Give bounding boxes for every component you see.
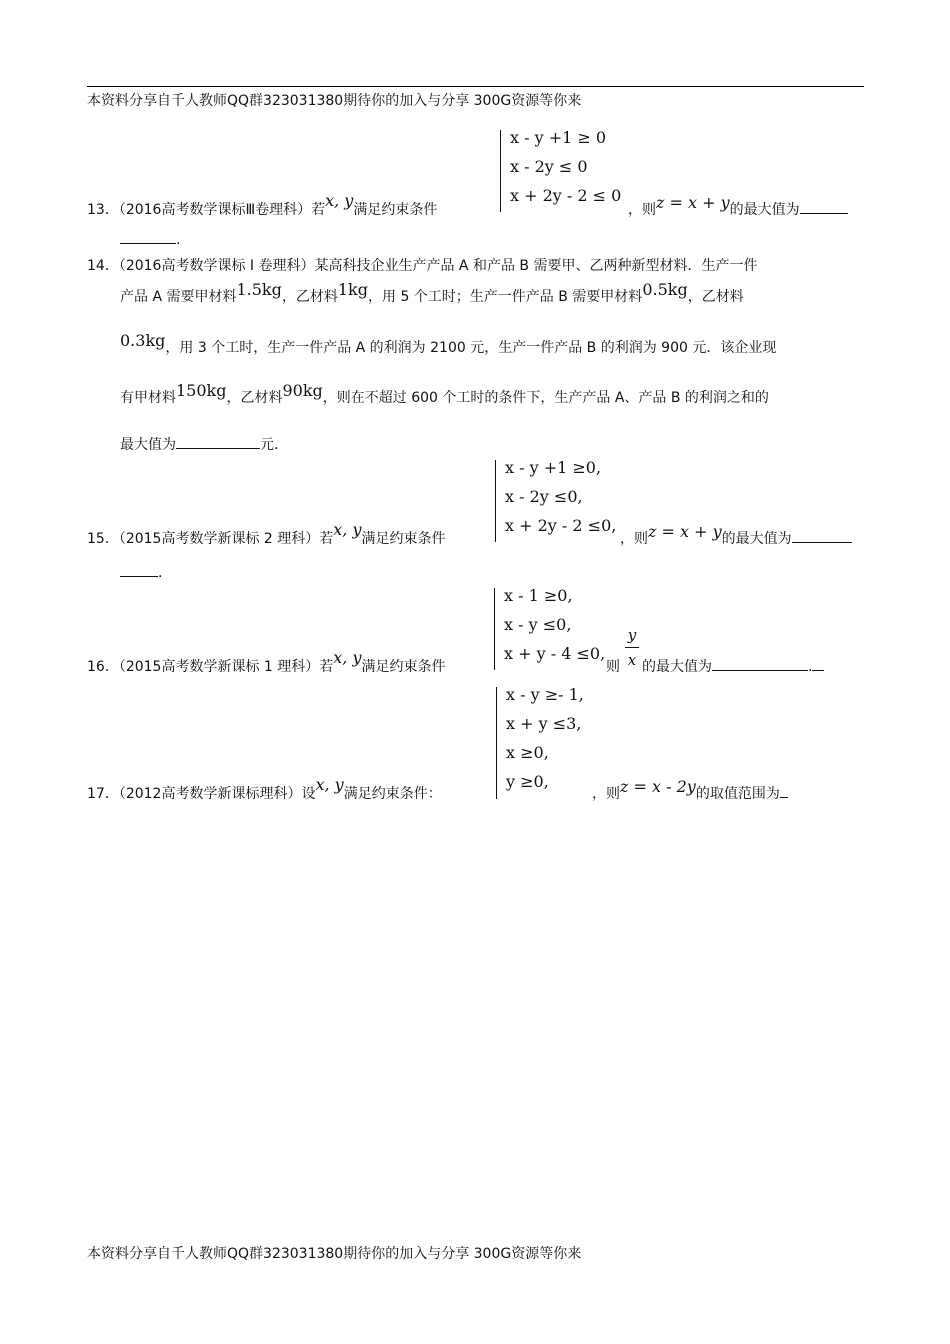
q17-cond: 满足约束条件： [343, 786, 442, 802]
q16-cond: 满足约束条件 [361, 659, 446, 675]
q14-line-2 [120, 280, 744, 306]
q14-amount-5: 150kg [176, 381, 227, 400]
q16-constraint-2: x - y ≤0, [504, 615, 572, 634]
q14-amount-1: 1.5kg [236, 280, 282, 299]
q14-line-1 [87, 255, 757, 275]
q16-number: 16． [87, 659, 119, 675]
q14-amount-3: 0.5kg [642, 280, 688, 299]
q14-text-4a: 有甲材料 [120, 390, 176, 406]
q13-line-c [120, 229, 180, 248]
q15-number: 15． [87, 531, 119, 547]
q16-frac-denominator: x [627, 651, 637, 669]
q14-line-5 [120, 434, 288, 454]
q14-amount-2: 1kg [337, 280, 368, 299]
q14-text-2b: ，乙材料 [281, 289, 338, 305]
q17-constraint-system [496, 683, 606, 803]
q16-vars: x, y [333, 648, 362, 667]
q16-answer-blank[interactable] [712, 656, 808, 671]
q13-constraint-2: x - 2y ≤ 0 [510, 157, 588, 176]
q14-text-1: （2016高考数学课标 I 卷理科）某高科技企业生产产品 A 和产品 B 需要甲、乙两种新型材料．生产一件 [118, 258, 758, 274]
q15-cond: 满足约束条件 [361, 531, 446, 547]
q15-constraint-system [495, 456, 635, 546]
q17-source: （2012高考数学新课标理科）设 [118, 786, 316, 802]
q15-source: （2015高考数学新课标 2 理科）若 [118, 531, 334, 547]
q16-ask: 的最大值为 [642, 659, 712, 675]
q14-amount-6: 90kg [282, 381, 323, 400]
q14-text-3: ，用 3 个工时，生产一件产品 A 的利润为 2100 元，生产一件产品 B 的利润为 900 元．该企业现 [165, 340, 777, 356]
q16-end: . [808, 659, 813, 675]
q14-text-2d: ，乙材料 [687, 289, 744, 305]
q15-line-b [620, 522, 852, 548]
q15-answer-blank-cont[interactable] [120, 562, 158, 577]
q13-constraint-3: x + 2y - 2 ≤ 0 [510, 186, 622, 205]
q13-expr: z = x + y [656, 193, 730, 212]
q16-frac-numerator: y [627, 626, 637, 644]
q14-number: 14． [87, 258, 119, 274]
q13-constraint-1: x - y +1 ≥ 0 [510, 128, 607, 147]
header-rule [87, 86, 864, 87]
q15-constraint-2: x - 2y ≤0, [505, 487, 583, 506]
q13-end: . [176, 232, 181, 248]
q13-vars: x, y [325, 191, 354, 210]
q17-vars: x, y [315, 775, 344, 794]
q16-then: 则 [606, 659, 620, 675]
q14-text-5a: 最大值为 [120, 437, 176, 453]
q16-fraction [625, 626, 639, 669]
q17-expr: z = x - 2y [620, 777, 696, 796]
q15-constraint-3: x + 2y - 2 ≤0, [505, 516, 617, 535]
q14-text-5b: 元． [260, 437, 288, 453]
q14-line-4 [120, 381, 769, 407]
q13-answer-blank[interactable] [800, 199, 848, 214]
q13-then: ，则 [628, 202, 656, 218]
q17-answer-blank[interactable] [780, 783, 788, 798]
q15-then: ，则 [620, 531, 648, 547]
q15-end: . [158, 565, 163, 581]
q13-number: 13． [87, 202, 119, 218]
q16-constraint-1: x - 1 ≥0, [504, 586, 573, 605]
q15-answer-blank[interactable] [792, 528, 852, 543]
q17-constraint-1: x - y ≥- 1, [506, 685, 584, 704]
q16-constraint-3: x + y - 4 ≤0, [504, 644, 606, 663]
q15-constraint-1: x - y +1 ≥0, [505, 458, 602, 477]
q17-number: 17． [87, 786, 119, 802]
q13-ask: 的最大值为 [729, 202, 800, 218]
q13-cond: 满足约束条件 [353, 202, 438, 218]
q17-line [87, 775, 442, 803]
q14-text-4c: ，则在不超过 600 个工时的条件下，生产产品 A、产品 B 的利润之和的 [322, 390, 769, 406]
q17-ask: 的取值范围为 [695, 786, 780, 802]
q16-source: （2015高考数学新课标 1 理科）若 [118, 659, 334, 675]
q16-constraint-system [494, 584, 609, 674]
q13-answer-blank-cont[interactable] [120, 229, 176, 244]
q14-text-2c: ，用 5 个工时；生产一件产品 B 需要甲材料 [368, 289, 643, 305]
q17-then: ，则 [592, 786, 620, 802]
q13-source: （2016高考数学课标Ⅲ卷理科）若 [118, 202, 326, 218]
q13-line-b [628, 193, 848, 219]
q15-expr: z = x + y [648, 522, 722, 541]
q17-constraint-2: x + y ≤3, [506, 714, 582, 733]
q15-ask: 的最大值为 [721, 531, 792, 547]
q15-line-c [120, 562, 162, 581]
q14-line-3 [120, 331, 777, 357]
q13-line [87, 191, 438, 219]
q13-constraint-system [500, 126, 640, 216]
q14-text-2a: 产品 A 需要甲材料 [120, 289, 237, 305]
q17-constraint-3: x ≥0, [506, 743, 549, 762]
q17-constraint-4: y ≥0, [506, 772, 549, 791]
q16-frac-bar [625, 647, 639, 648]
page-footer: 本资料分享自千人教师QQ群323031380期待你的加入与分享 300G资源等你来 [87, 1246, 582, 1262]
q16-answer-blank-tail [812, 656, 824, 671]
q16-line [87, 648, 446, 676]
q14-answer-blank[interactable] [176, 434, 260, 449]
q17-line-b [592, 777, 788, 803]
q14-text-4b: ，乙材料 [226, 390, 283, 406]
q14-amount-4: 0.3kg [120, 331, 166, 350]
q16-line-b [642, 656, 824, 676]
q15-line [87, 520, 446, 548]
page-header: 本资料分享自千人教师QQ群323031380期待你的加入与分享 300G资源等你来 [87, 93, 582, 109]
q15-vars: x, y [333, 520, 362, 539]
